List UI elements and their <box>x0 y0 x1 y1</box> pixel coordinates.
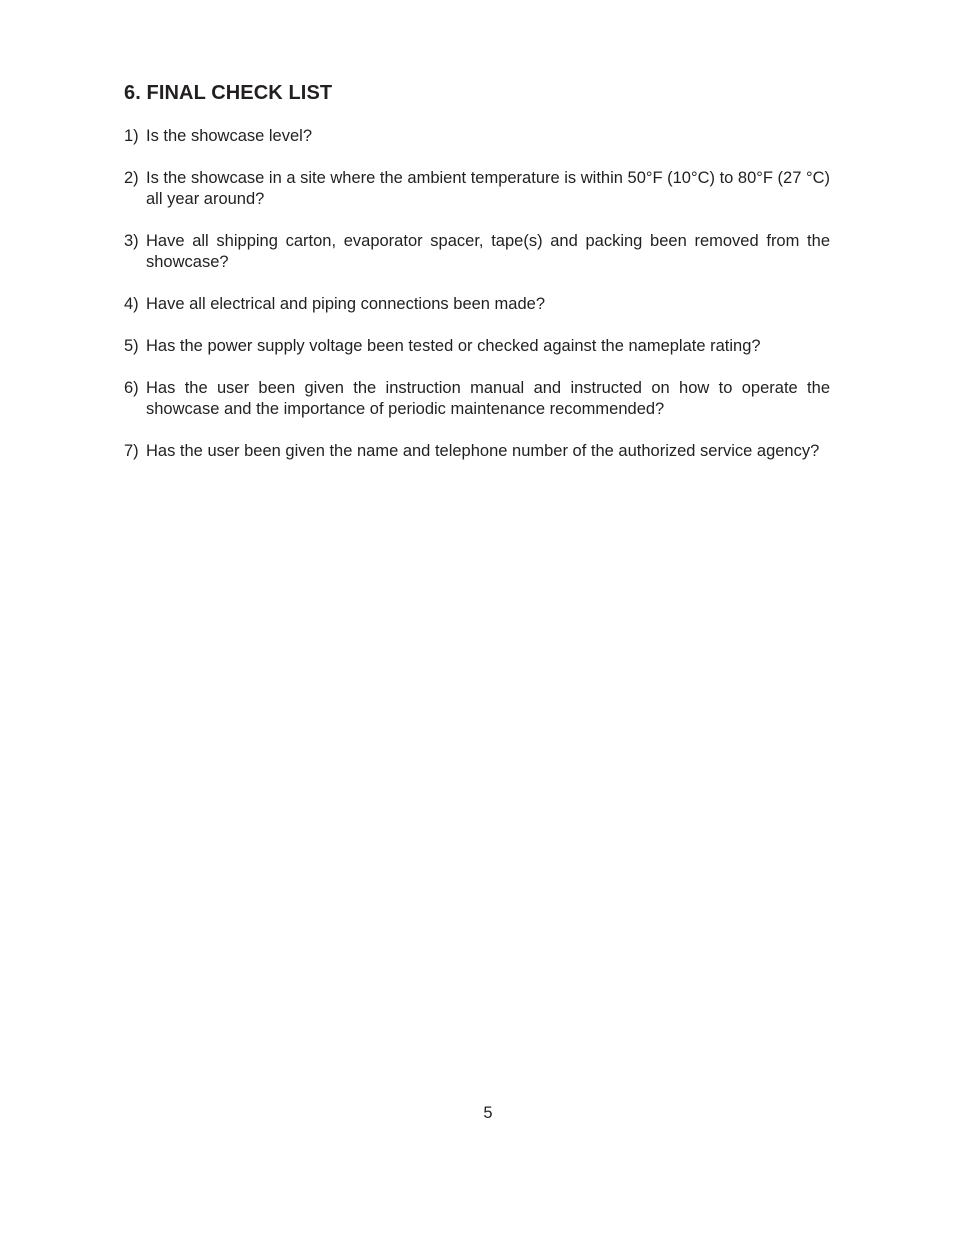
checklist-item-7 <box>124 441 830 462</box>
item-number: 7) <box>124 442 139 460</box>
item-text: Has the user been given the instruction manual and instructed on how to operate the showcase and the importance of periodic maintenance recommended? <box>146 379 830 418</box>
item-text: Is the showcase level? <box>146 127 313 145</box>
checklist-item-6 <box>124 378 830 420</box>
item-text: Is the showcase in a site where the ambient temperature is within 50°F (10°C) to 80°F (27 °C) all year around? <box>146 169 830 208</box>
final-checklist <box>124 126 830 462</box>
item-number: 5) <box>124 337 139 355</box>
item-number: 6) <box>124 379 139 397</box>
checklist-item-2 <box>124 168 830 210</box>
checklist-item-4 <box>124 294 830 315</box>
item-text: Has the power supply voltage been tested or checked against the nameplate rating? <box>146 337 761 355</box>
item-text: Has the user been given the name and telephone number of the authorized service agency? <box>146 442 820 460</box>
item-number: 2) <box>124 169 139 187</box>
item-text: Have all shipping carton, evaporator spacer, tape(s) and packing been removed from the showcase? <box>146 232 830 271</box>
item-number: 4) <box>124 295 139 313</box>
item-number: 1) <box>124 127 139 145</box>
section-title: 6. FINAL CHECK LIST <box>124 82 333 104</box>
checklist-item-5 <box>124 336 830 357</box>
item-text: Have all electrical and piping connections been made? <box>146 295 546 313</box>
checklist-item-3 <box>124 231 830 273</box>
page-number: 5 <box>483 1104 493 1122</box>
document-page <box>124 80 830 483</box>
item-number: 3) <box>124 232 139 250</box>
checklist-item-1 <box>124 126 830 147</box>
